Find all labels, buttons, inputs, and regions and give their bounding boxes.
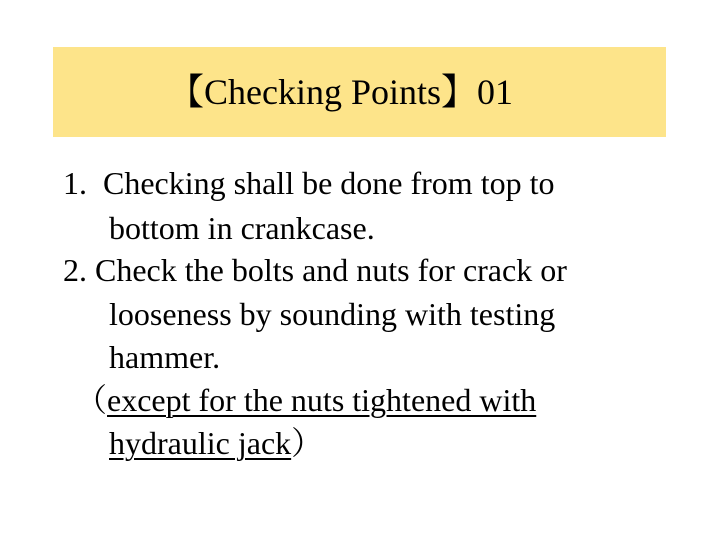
list-item-2-continuation: [109, 339, 220, 375]
list-item-2-continuation: [109, 296, 555, 332]
list-item-text: hammer.: [109, 339, 221, 375]
list-item-text: Checking shall be done from top to: [103, 165, 555, 201]
note-underlined-text: except for the nuts tightened with: [107, 382, 537, 418]
title-open-bracket: 【: [168, 72, 205, 112]
list-item-number: 2.: [63, 252, 87, 288]
note-close-paren: ）: [291, 425, 324, 461]
note-line-1: [75, 382, 536, 418]
title-number: 01: [477, 72, 514, 112]
list-item-text: Check the bolts and nuts for crack or: [95, 252, 567, 288]
slide-title: [168, 70, 513, 114]
list-item-2: [63, 252, 567, 288]
note-underlined-text: hydraulic jack: [109, 425, 292, 461]
list-item-text: bottom in crankcase.: [109, 210, 375, 246]
list-item-text: looseness by sounding with testing: [109, 296, 556, 332]
list-item-number: 1.: [63, 165, 87, 201]
list-item-1: [63, 165, 554, 201]
note-line-2: [109, 425, 323, 461]
title-label: Checking Points: [204, 72, 442, 112]
list-item-1-continuation: [109, 210, 375, 246]
note-open-paren: （: [75, 382, 108, 418]
title-close-bracket: 】: [441, 72, 478, 112]
